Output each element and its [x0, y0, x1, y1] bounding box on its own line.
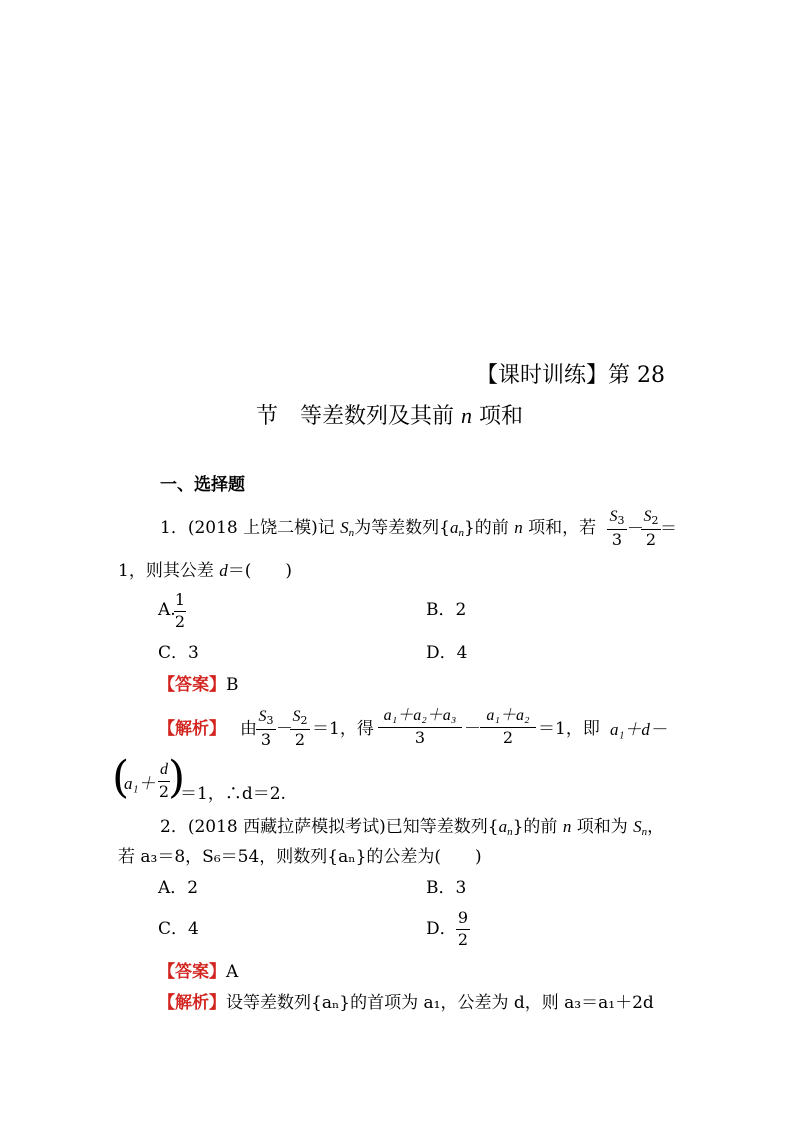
q1-analysis-line2-a: a₁＋: [124, 774, 156, 793]
q2-option-c: C．4: [158, 919, 199, 939]
q1-option-a-label: A.: [158, 600, 176, 620]
title-line-2-suffix: 项和: [472, 404, 523, 429]
q1-answer-value: B: [226, 675, 239, 695]
q1-mid2: }的前: [463, 518, 515, 538]
q1-stem-line-2: [118, 562, 292, 580]
q1-analysis-tail: a₁＋d－: [610, 720, 667, 739]
q1-frac2-den: 2: [645, 529, 657, 549]
q2-answer-label: 【答案】: [158, 962, 226, 982]
q2-option-b: B．3: [426, 878, 467, 898]
q1-frac1-den: 3: [611, 529, 623, 549]
q1-line2-suffix: ＝( ): [227, 561, 292, 581]
q1-analysis-frac-s3-sub: 3: [266, 714, 274, 727]
q1-analysis-frac-big-num: a₁＋a₂＋a₃: [383, 707, 457, 724]
q1-option-a-fraction: [174, 592, 186, 631]
q1-answer-label: 【答案】: [158, 675, 226, 695]
q2-line1-suffix: 项和为: [571, 817, 634, 837]
q2-option-d-fraction: [456, 910, 470, 949]
title-line-2-n: n: [461, 403, 472, 428]
q1-n2: n: [514, 518, 523, 537]
q1-option-a-num: 1: [174, 590, 186, 609]
q2-a: a: [498, 817, 508, 836]
q1-analysis-frac-2-num: a₁＋a₂: [486, 707, 530, 724]
q1-analysis-label: 【解析】: [158, 719, 226, 739]
q2-option-d-label: D．: [426, 919, 457, 939]
q1-analysis-frac-big: [378, 708, 462, 747]
q1-analysis-frac-s3: [256, 708, 276, 748]
q1-mid3: 项和，若: [522, 518, 597, 538]
q1-stem-line-1: [160, 519, 596, 539]
q2-S: S: [633, 817, 642, 836]
q1-analysis-right-paren: ): [168, 752, 186, 803]
title-line-2-prefix: 节 等差数列及其前: [256, 404, 461, 429]
title-line-2: [256, 405, 523, 428]
q1-analysis-line2-frac-num: d: [160, 761, 168, 778]
q2-comma: ，: [647, 817, 665, 837]
q2-analysis: [158, 995, 654, 1012]
q1-frac2-num-sub: 2: [651, 514, 659, 527]
q1-analysis-line2-frac-den: 2: [158, 781, 170, 801]
q1-analysis-eq2: ＝1，即: [538, 719, 600, 739]
q1-option-c: C．3: [158, 643, 199, 663]
q1-analysis-line2-end: ＝1，∴d＝2.: [180, 784, 286, 804]
q1-analysis-frac-s2-den: 2: [294, 729, 306, 749]
q2-stem-line-2: 若 a₃＝8，S₆＝54，则数列{aₙ}的公差为( ): [118, 847, 482, 867]
q1-analysis-frac-big-den: 3: [414, 727, 426, 747]
q1-equals: ＝: [660, 519, 677, 539]
q1-frac2-num: S: [643, 508, 652, 525]
q2-stem-line-1: [160, 818, 664, 838]
q1-fraction-s3-over-3: [607, 508, 627, 548]
q1-a: a: [449, 518, 459, 537]
q1-option-b: B．2: [426, 600, 467, 620]
q2-line1-mid: }的前: [512, 817, 563, 837]
title-line-1: 【课时训练】第 28: [476, 363, 665, 388]
q1-analysis-frac-s3-num: S: [258, 708, 267, 725]
q2-S-sub: n: [641, 826, 648, 838]
q1-a-sub: n: [458, 527, 464, 539]
q1-prefix: 1．(2018 上饶二模)记: [160, 518, 341, 538]
q1-option-d: D．4: [426, 643, 468, 663]
q1-analysis-frac-2-den: 2: [502, 727, 514, 747]
q1-option-a-den: 2: [174, 611, 186, 631]
q1-analysis-frac-2: [480, 708, 536, 747]
q2-answer-value: A: [226, 962, 239, 982]
q1-S-sub: n: [348, 527, 355, 539]
q1-analysis-frac-s2-num: S: [292, 708, 301, 725]
q2-line1-prefix: 2．(2018 西藏拉萨模拟考试)已知等差数列{: [160, 817, 499, 837]
q2-analysis-label: 【解析】: [158, 993, 226, 1013]
q2-option-d-num: 9: [457, 908, 469, 927]
q1-analysis-eq1: ＝1，得: [312, 719, 374, 739]
section-heading: 一、选择题: [160, 475, 245, 495]
q1-analysis-frac-s3-den: 3: [260, 729, 272, 749]
q1-d: d: [219, 561, 228, 580]
q1-answer: [158, 677, 239, 694]
q2-option-a: A．2: [158, 878, 199, 898]
q1-fraction-s2-over-2: [641, 508, 661, 548]
q1-analysis-frac-s2: [290, 708, 310, 748]
q1-mid: 为等差数列{: [354, 518, 450, 538]
q1-analysis-minus1: －: [276, 719, 293, 739]
q1-frac1-num-sub: 3: [617, 514, 625, 527]
q1-line2-prefix: 1，则其公差: [118, 561, 220, 581]
q1-analysis-frac-s2-sub: 2: [300, 714, 308, 727]
q1-analysis-minus2: －: [464, 719, 481, 739]
q1-frac1-num: S: [609, 508, 618, 525]
q1-minus: －: [627, 519, 644, 539]
q1-analysis-text1: 由: [240, 719, 257, 739]
q2-line1-n: n: [562, 817, 572, 836]
q2-a-sub: n: [507, 826, 513, 838]
q2-analysis-text: 设等差数列{aₙ}的首项为 a₁，公差为 d，则 a₃＝a₁＋2d: [226, 993, 654, 1013]
q1-analysis-left-paren: (: [112, 752, 130, 803]
q1-S: S: [340, 518, 349, 537]
q2-option-d-den: 2: [457, 929, 469, 949]
q2-answer: [158, 964, 238, 981]
